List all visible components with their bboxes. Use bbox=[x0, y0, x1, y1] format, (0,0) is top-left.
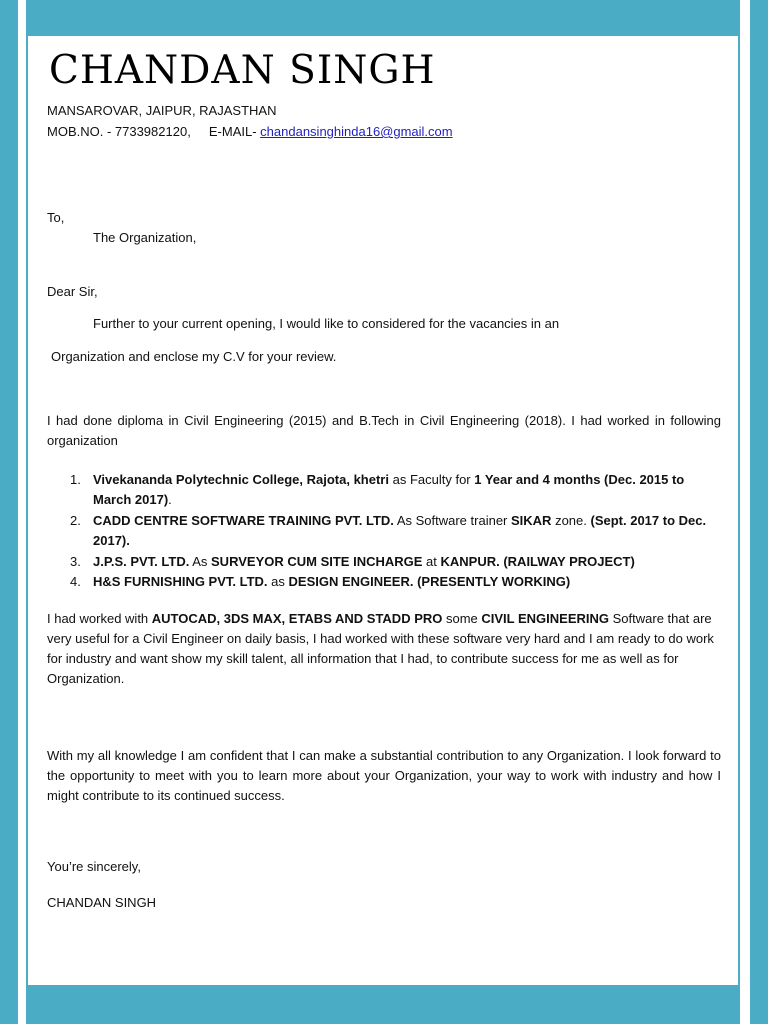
list-item-text: J.P.S. PVT. LTD. As SURVEYOR CUM SITE INCHARGE at KANPUR. (RAILWAY PROJECT) bbox=[93, 554, 635, 569]
organization-name: Vivekananda Polytechnic College, Rajota, khetri bbox=[93, 472, 389, 487]
closing-paragraph: With my all knowledge I am confident that I can make a substantial contribution to any Organization. I look forward to the opportunity to meet with you to learn more about your Organization, your way to work with industry and how I might contribute to its continued success. bbox=[47, 748, 721, 803]
signoff: You’re sincerely, bbox=[47, 859, 141, 874]
email-link[interactable]: chandansinghinda16@gmail.com bbox=[260, 124, 453, 139]
contact-line bbox=[47, 122, 453, 142]
letter-page bbox=[26, 0, 740, 1024]
top-border-band bbox=[28, 0, 738, 36]
list-number: 3. bbox=[70, 554, 81, 569]
list-number: 4. bbox=[70, 574, 81, 589]
sender-name: CHANDAN SINGH bbox=[49, 48, 436, 93]
bottom-border-band bbox=[28, 985, 738, 1024]
list-number: 1. bbox=[70, 472, 81, 487]
organization-name: CADD CENTRE SOFTWARE TRAINING PVT. LTD. bbox=[93, 513, 394, 528]
organization-name: H&S FURNISHING PVT. LTD. bbox=[93, 574, 268, 589]
intro-line-2: Organization and enclose my C.V for your review. bbox=[51, 349, 337, 364]
list-item-text: H&S FURNISHING PVT. LTD. as DESIGN ENGINEER. (PRESENTLY WORKING) bbox=[93, 574, 571, 589]
software-list: AUTOCAD, 3DS MAX, ETABS AND STADD PRO bbox=[151, 611, 443, 626]
software-paragraph: I had worked with AUTOCAD, 3DS MAX, ETABS AND STADD PRO some CIVIL ENGINEERING Software that are very useful for a Civil Engineer on daily basis, I had worked with these software very hard and I am ready to do work for industry and want show my skill talent, all information that I had, to contribute success for me as well as for Organization. bbox=[47, 611, 714, 686]
intro-line-1: Further to your current opening, I would like to considered for the vacancies in an bbox=[93, 316, 560, 331]
mobile-number: MOB.NO. - 7733982120, bbox=[47, 124, 191, 139]
to-label: To, bbox=[47, 210, 65, 225]
right-side-band bbox=[750, 0, 768, 1024]
signature-name: CHANDAN SINGH bbox=[47, 895, 157, 910]
list-number: 2. bbox=[70, 513, 81, 528]
salutation: Dear Sir, bbox=[47, 284, 98, 299]
left-side-band bbox=[0, 0, 18, 1024]
sender-address: MANSAROVAR, JAIPUR, RAJASTHAN bbox=[47, 103, 277, 118]
organization-name: J.P.S. PVT. LTD. bbox=[93, 554, 190, 569]
list-item-text: CADD CENTRE SOFTWARE TRAINING PVT. LTD. As Software trainer SIKAR zone. (Sept. 2017 to Dec. 2017). bbox=[93, 513, 707, 548]
list-item-text: Vivekananda Polytechnic College, Rajota, khetri as Faculty for 1 Year and 4 months (Dec. 2015 to March 2017). bbox=[93, 472, 685, 507]
education-paragraph: I had done diploma in Civil Engineering (2015) and B.Tech in Civil Engineering (2018). I had worked in following organization bbox=[47, 413, 721, 448]
experience-list bbox=[47, 470, 723, 592]
recipient-organization: The Organization, bbox=[93, 230, 197, 245]
email-label: E-MAIL- bbox=[208, 124, 257, 139]
